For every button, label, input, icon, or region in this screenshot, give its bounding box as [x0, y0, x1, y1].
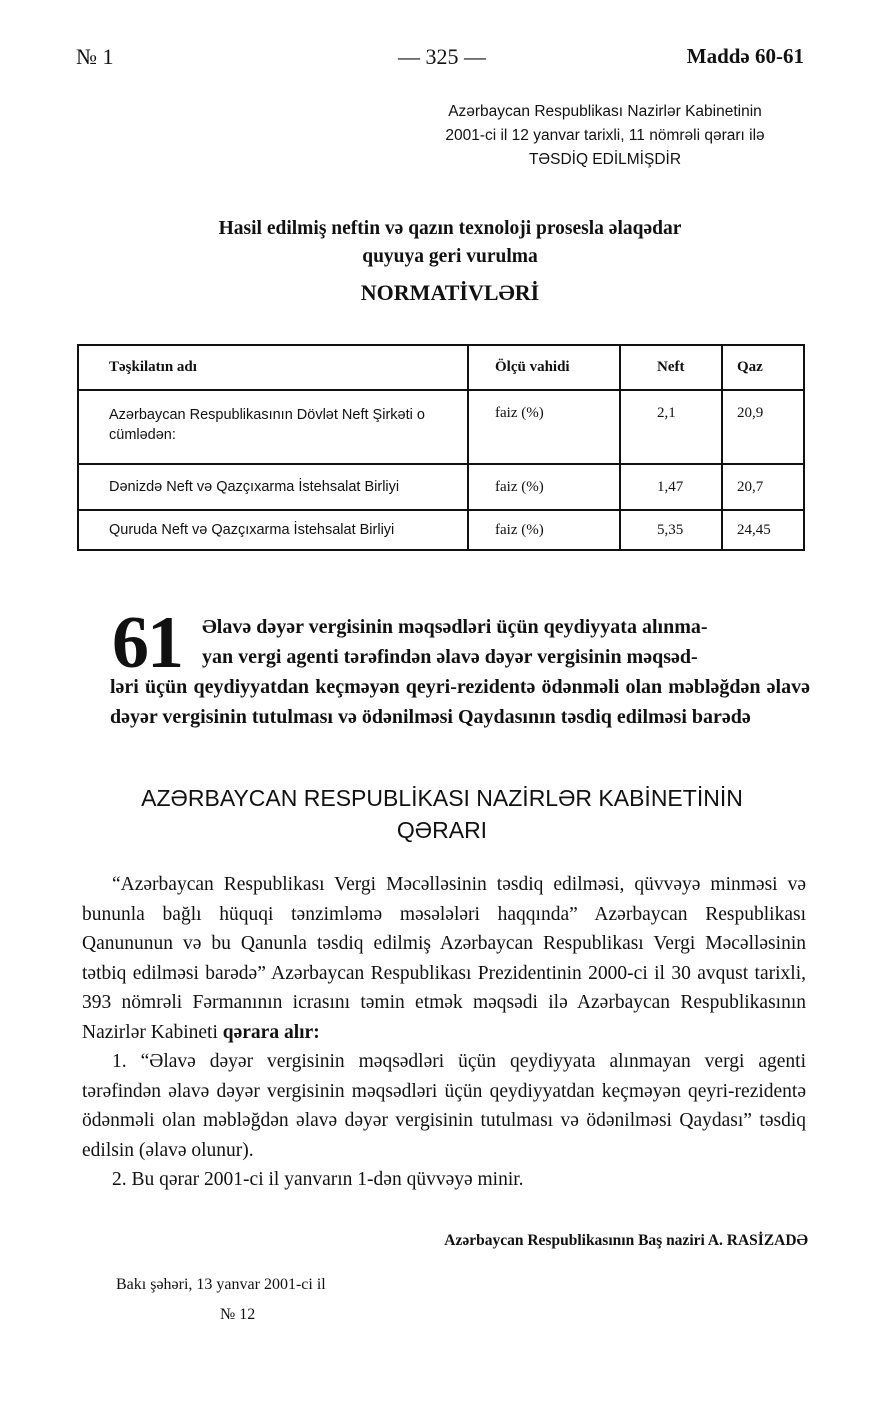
page-number: — 325 — [398, 44, 486, 69]
column-header: Qaz [722, 345, 804, 390]
table-cell: 20,7 [722, 464, 804, 510]
approval-line: Azərbaycan Respublikası Nazirlər Kabinetinin [448, 103, 762, 120]
table-row [78, 464, 804, 510]
document-title [100, 215, 800, 307]
table-cell: 24,45 [722, 510, 804, 550]
table-cell: Dənizdə Neft və Qazçıxarma İstehsalat Birliyi [78, 464, 468, 510]
approval-line: TƏSDİQ EDİLMİŞDİR [528, 151, 682, 168]
resolution-phrase: qərara alır: [222, 1021, 320, 1043]
table-row [78, 390, 804, 464]
table-cell: 2,1 [620, 390, 722, 464]
decree-title-line: QƏRARI [396, 817, 488, 843]
column-header: Təşkilatın adı [78, 345, 468, 390]
issue-number: № 1 [76, 44, 114, 69]
title-line: Hasil edilmiş neftin və qazın texnoloji prosesla əlaqədar [218, 218, 682, 239]
table-row [78, 510, 804, 550]
table-cell: faiz (%) [468, 464, 620, 510]
table-cell: 20,9 [722, 390, 804, 464]
body-paragraph [82, 870, 806, 1047]
table-cell: 1,47 [620, 464, 722, 510]
table-cell: Quruda Neft və Qazçıxarma İstehsalat Birliyi [78, 510, 468, 550]
section-heading [110, 612, 810, 732]
table-cell: faiz (%) [468, 510, 620, 550]
body-paragraph: 2. Bu qərar 2001-ci il yanvarın 1-dən qüvvəyə minir. [112, 1169, 524, 1190]
column-header: Ölçü vahidi [468, 345, 620, 390]
body-paragraph: 1. “Əlavə dəyər vergisinin məqsədləri üçün qeydiyyata alınmayan vergi agenti tərəfindən əlavə dəyər vergisinin məqsədləri üçün qeydiyyatdan keçməyən qeyri-rezidentə ödənməli olan məbləğdən əlavə dəyər vergisinin tutulması və ödənilməsi Qaydası” təsdiq edilsin (əlavə olunur). [82, 1051, 806, 1161]
place-date: Bakı şəhəri, 13 yanvar 2001-ci il [116, 1276, 326, 1293]
heading-line: Əlavə dəyər vergisinin məqsədləri üçün qeydiyyata alınma- [202, 616, 708, 638]
document-number: № 12 [220, 1306, 256, 1323]
table-cell: faiz (%) [468, 390, 620, 464]
table-cell: Azərbaycan Respublikasının Dövlət Neft Şirkəti o cümlədən: [78, 390, 468, 464]
decree-body [82, 870, 806, 1195]
table-header-row [78, 345, 804, 390]
title-line: NORMATİVLƏRİ [360, 280, 540, 305]
column-header: Neft [620, 345, 722, 390]
decree-title [60, 782, 824, 846]
approval-block [380, 100, 830, 172]
decree-title-line: AZƏRBAYCAN RESPUBLİKASI NAZİRLƏR KABİNETİNİN [141, 785, 743, 811]
table-cell: 5,35 [620, 510, 722, 550]
norms-table [77, 344, 805, 551]
article-reference: Maddə 60-61 [686, 44, 804, 68]
section-number: 61 [112, 602, 182, 684]
approval-line: 2001-ci il 12 yanvar tarixli, 11 nömrəli qərarı ilə [445, 127, 765, 144]
title-line: quyuya geri vurulma [362, 246, 538, 267]
signature-line: Azərbaycan Respublikasının Baş naziri A. RASİZADƏ [444, 1232, 808, 1249]
heading-line: ləri üçün qeydiyyatdan keçməyən qeyri-rezidentə ödənməli olan məbləğdən əlavə dəyər vergisinin tutulması və ödənilməsi Qaydasının təsdiq edilməsi barədə [110, 676, 810, 728]
paragraph-text: “Azərbaycan Respublikası Vergi Məcəlləsinin təsdiq edilməsi, qüvvəyə minməsi və bununla bağlı hüquqi tənzimləmə məsələləri haqqında” Azərbaycan Respublikası Qanununun və bu Qanunla təsdiq edilmiş Azərbaycan Respublikası Vergi Məcəlləsinin tətbiq edilməsi barədə” Azərbaycan Respublikası Prezidentinin 2000-ci il 30 avqust tarixli, 393 nömrəli Fərmanının icrasını təmin etmək məqsədi ilə Azərbaycan Respublikasının Nazirlər Kabineti [82, 874, 806, 1043]
heading-line: yan vergi agenti tərəfindən əlavə dəyər vergisinin məqsəd- [202, 646, 698, 668]
